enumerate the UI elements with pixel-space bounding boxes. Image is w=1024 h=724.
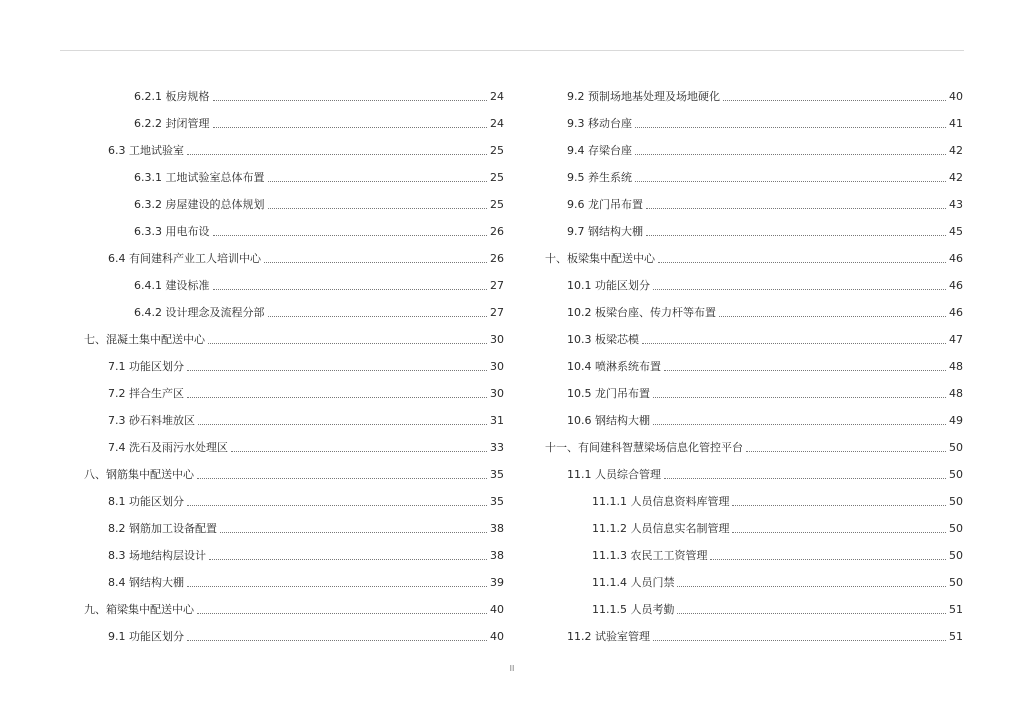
dot-leader xyxy=(264,262,487,263)
dot-leader xyxy=(198,424,487,425)
dot-leader xyxy=(635,154,946,155)
toc-entry-page: 41 xyxy=(949,117,963,130)
dot-leader xyxy=(635,181,946,182)
toc-entry-page: 38 xyxy=(490,522,504,535)
toc-entry-title: 9.1 功能区划分 xyxy=(108,630,184,643)
toc-entry[interactable] xyxy=(545,78,963,105)
dot-leader xyxy=(187,586,487,587)
toc-entry[interactable] xyxy=(545,402,963,429)
dot-leader xyxy=(213,127,488,128)
dot-leader xyxy=(653,397,946,398)
toc-entry-page: 43 xyxy=(949,198,963,211)
toc-entry-title: 9.4 存梁台座 xyxy=(567,144,632,157)
toc-entry-title: 11.1.1 人员信息资料库管理 xyxy=(592,495,730,508)
toc-entry[interactable] xyxy=(545,510,963,537)
toc-entry-page: 50 xyxy=(949,549,963,562)
toc-entry[interactable] xyxy=(84,510,504,537)
toc-entry-title: 十一、有间建科智慧梁场信息化管控平台 xyxy=(545,441,743,454)
dot-leader xyxy=(719,316,946,317)
toc-entry-page: 35 xyxy=(490,495,504,508)
toc-entry-title: 8.1 功能区划分 xyxy=(108,495,184,508)
toc-entry[interactable] xyxy=(84,402,504,429)
toc-entry-title: 7.3 砂石料堆放区 xyxy=(108,414,195,427)
toc-entry[interactable] xyxy=(545,159,963,186)
toc-entry[interactable] xyxy=(545,186,963,213)
toc-entry-page: 46 xyxy=(949,306,963,319)
toc-entry-title: 10.2 板梁台座、传力杆等布置 xyxy=(567,306,716,319)
toc-entry-page: 40 xyxy=(949,90,963,103)
toc-entry-title: 6.4.2 设计理念及流程分部 xyxy=(134,306,265,319)
toc-entry[interactable] xyxy=(545,267,963,294)
toc-entry-title: 6.3 工地试验室 xyxy=(108,144,184,157)
toc-entry-page: 51 xyxy=(949,630,963,643)
toc-entry-title: 10.1 功能区划分 xyxy=(567,279,650,292)
toc-entry[interactable] xyxy=(84,132,504,159)
toc-entry-title: 7.2 拌合生产区 xyxy=(108,387,184,400)
toc-entry[interactable] xyxy=(84,564,504,591)
toc-entry-title: 11.1.2 人员信息实名制管理 xyxy=(592,522,730,535)
toc-entry[interactable] xyxy=(84,213,504,240)
toc-entry[interactable] xyxy=(545,537,963,564)
toc-entry[interactable] xyxy=(545,348,963,375)
toc-entry-page: 48 xyxy=(949,387,963,400)
toc-entry-title: 10.4 喷淋系统布置 xyxy=(567,360,661,373)
toc-entry-page: 40 xyxy=(490,603,504,616)
dot-leader xyxy=(187,505,487,506)
toc-entry-page: 48 xyxy=(949,360,963,373)
toc-entry[interactable] xyxy=(545,105,963,132)
toc-entry-page: 50 xyxy=(949,576,963,589)
toc-entry-title: 11.1 人员综合管理 xyxy=(567,468,661,481)
dot-leader xyxy=(646,235,946,236)
dot-leader xyxy=(653,424,946,425)
dot-leader xyxy=(268,316,488,317)
toc-entry-page: 25 xyxy=(490,171,504,184)
toc-entry-title: 6.4.1 建设标准 xyxy=(134,279,210,292)
toc-entry-title: 10.5 龙门吊布置 xyxy=(567,387,650,400)
toc-entry-page: 51 xyxy=(949,603,963,616)
toc-entry-page: 35 xyxy=(490,468,504,481)
dot-leader xyxy=(658,262,946,263)
dot-leader xyxy=(268,208,488,209)
dot-leader xyxy=(213,235,488,236)
dot-leader xyxy=(187,370,487,371)
toc-left-column xyxy=(84,78,504,645)
toc-entry-page: 24 xyxy=(490,90,504,103)
toc-entry-title: 10.6 钢结构大棚 xyxy=(567,414,650,427)
toc-entry-title: 9.7 钢结构大棚 xyxy=(567,225,643,238)
toc-entry[interactable] xyxy=(84,240,504,267)
toc-entry[interactable] xyxy=(84,159,504,186)
toc-entry-page: 30 xyxy=(490,333,504,346)
dot-leader xyxy=(732,532,946,533)
dot-leader xyxy=(231,451,487,452)
toc-entry[interactable] xyxy=(545,294,963,321)
toc-entry[interactable] xyxy=(545,240,963,267)
toc-entry-page: 30 xyxy=(490,360,504,373)
toc-entry-page: 46 xyxy=(949,279,963,292)
dot-leader xyxy=(213,289,488,290)
toc-entry-page: 45 xyxy=(949,225,963,238)
toc-entry-title: 8.2 钢筋加工设备配置 xyxy=(108,522,217,535)
toc-entry-title: 6.3.3 用电布设 xyxy=(134,225,210,238)
dot-leader xyxy=(642,343,946,344)
dot-leader xyxy=(187,397,487,398)
dot-leader xyxy=(677,613,946,614)
header-rule xyxy=(60,50,964,51)
toc-entry-page: 49 xyxy=(949,414,963,427)
toc-entry[interactable] xyxy=(545,483,963,510)
toc-entry[interactable] xyxy=(545,591,963,618)
toc-entry-title: 6.3.1 工地试验室总体布置 xyxy=(134,171,265,184)
toc-entry-page: 42 xyxy=(949,171,963,184)
dot-leader xyxy=(723,100,946,101)
dot-leader xyxy=(664,478,946,479)
toc-entry-title: 十、板梁集中配送中心 xyxy=(545,252,655,265)
dot-leader xyxy=(646,208,946,209)
toc-entry-page: 26 xyxy=(490,252,504,265)
toc-entry[interactable] xyxy=(84,105,504,132)
toc-entry-title: 11.1.5 人员考勤 xyxy=(592,603,675,616)
dot-leader xyxy=(746,451,946,452)
dot-leader xyxy=(732,505,946,506)
toc-entry[interactable] xyxy=(545,132,963,159)
toc-entry-page: 31 xyxy=(490,414,504,427)
dot-leader xyxy=(268,181,488,182)
toc-entry-title: 11.2 试验室管理 xyxy=(567,630,650,643)
toc-entry[interactable] xyxy=(545,375,963,402)
dot-leader xyxy=(635,127,946,128)
toc-entry[interactable] xyxy=(84,591,504,618)
toc-entry[interactable] xyxy=(84,483,504,510)
toc-entry-page: 50 xyxy=(949,468,963,481)
toc-entry-page: 26 xyxy=(490,225,504,238)
dot-leader xyxy=(653,640,946,641)
toc-entry[interactable] xyxy=(545,618,963,645)
toc-entry[interactable] xyxy=(84,321,504,348)
dot-leader xyxy=(208,343,487,344)
toc-entry-title: 6.2.1 板房规格 xyxy=(134,90,210,103)
dot-leader xyxy=(213,100,488,101)
toc-entry-title: 9.3 移动台座 xyxy=(567,117,632,130)
toc-entry[interactable] xyxy=(84,618,504,645)
toc-entry-page: 47 xyxy=(949,333,963,346)
dot-leader xyxy=(197,478,487,479)
toc-entry-title: 10.3 板梁芯模 xyxy=(567,333,639,346)
toc-entry-page: 50 xyxy=(949,495,963,508)
toc-entry-title: 11.1.3 农民工工资管理 xyxy=(592,549,708,562)
toc-entry-page: 46 xyxy=(949,252,963,265)
dot-leader xyxy=(187,154,487,155)
toc-entry-title: 6.2.2 封闭管理 xyxy=(134,117,210,130)
toc-entry-page: 27 xyxy=(490,306,504,319)
toc-entry-title: 9.6 龙门吊布置 xyxy=(567,198,643,211)
toc-entry-title: 11.1.4 人员门禁 xyxy=(592,576,675,589)
toc-entry[interactable] xyxy=(84,456,504,483)
page-number: II xyxy=(509,664,515,673)
dot-leader xyxy=(653,289,946,290)
toc-entry-title: 6.4 有间建科产业工人培训中心 xyxy=(108,252,261,265)
toc-entry[interactable] xyxy=(84,375,504,402)
dot-leader xyxy=(710,559,946,560)
toc-entry[interactable] xyxy=(84,186,504,213)
toc-entry-title: 9.2 预制场地基处理及场地硬化 xyxy=(567,90,720,103)
toc-entry[interactable] xyxy=(545,564,963,591)
toc-entry[interactable] xyxy=(84,78,504,105)
toc-entry-page: 40 xyxy=(490,630,504,643)
toc-entry[interactable] xyxy=(545,429,963,456)
toc-entry-page: 24 xyxy=(490,117,504,130)
toc-right-column xyxy=(545,78,963,645)
toc-entry-title: 7.4 洗石及雨污水处理区 xyxy=(108,441,228,454)
toc-entry-title: 七、混凝土集中配送中心 xyxy=(84,333,205,346)
toc-entry[interactable] xyxy=(84,537,504,564)
toc-entry[interactable] xyxy=(84,294,504,321)
dot-leader xyxy=(187,640,487,641)
toc-entry-page: 39 xyxy=(490,576,504,589)
toc-entry-page: 25 xyxy=(490,144,504,157)
toc-entry-title: 9.5 养生系统 xyxy=(567,171,632,184)
dot-leader xyxy=(677,586,946,587)
toc-entry-page: 50 xyxy=(949,522,963,535)
toc-entry[interactable] xyxy=(84,267,504,294)
dot-leader xyxy=(664,370,946,371)
toc-entry-page: 25 xyxy=(490,198,504,211)
toc-entry-page: 33 xyxy=(490,441,504,454)
dot-leader xyxy=(220,532,487,533)
toc-entry-title: 九、箱梁集中配送中心 xyxy=(84,603,194,616)
toc-entry-title: 6.3.2 房屋建设的总体规划 xyxy=(134,198,265,211)
toc-entry-page: 30 xyxy=(490,387,504,400)
toc-entry-title: 8.4 钢结构大棚 xyxy=(108,576,184,589)
dot-leader xyxy=(197,613,487,614)
toc-entry-title: 八、钢筋集中配送中心 xyxy=(84,468,194,481)
toc-entry[interactable] xyxy=(84,429,504,456)
toc-entry[interactable] xyxy=(84,348,504,375)
toc-entry-title: 7.1 功能区划分 xyxy=(108,360,184,373)
toc-entry-page: 50 xyxy=(949,441,963,454)
toc-entry-page: 42 xyxy=(949,144,963,157)
toc-entry-page: 38 xyxy=(490,549,504,562)
toc-entry[interactable] xyxy=(545,456,963,483)
toc-entry-title: 8.3 场地结构层设计 xyxy=(108,549,206,562)
toc-entry-page: 27 xyxy=(490,279,504,292)
dot-leader xyxy=(209,559,487,560)
toc-entry[interactable] xyxy=(545,321,963,348)
toc-entry[interactable] xyxy=(545,213,963,240)
